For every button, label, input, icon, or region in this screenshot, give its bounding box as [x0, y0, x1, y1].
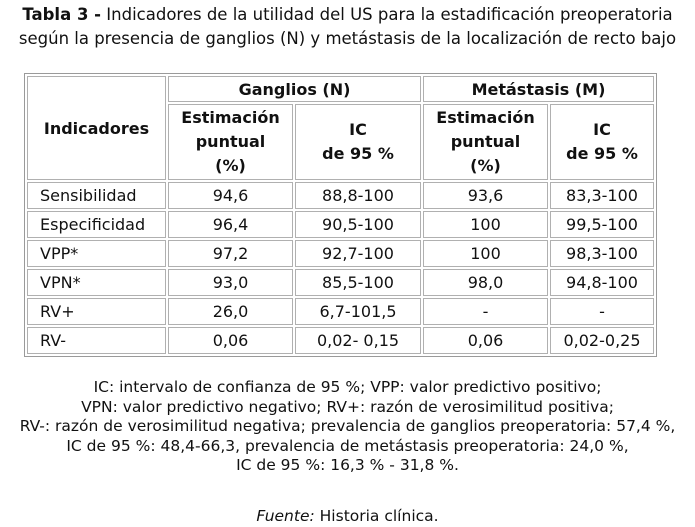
cell-ganglios-ic: 85,5-100 [295, 269, 421, 296]
header-row-groups [27, 76, 654, 102]
table-row [27, 269, 654, 296]
cell-ganglios-ic: 6,7-101,5 [295, 298, 421, 325]
cell-metastasis-ic: 83,3-100 [550, 182, 654, 209]
caption-text-1: Indicadores de la utilidad del US para la estadificación preoperatoria [106, 5, 673, 24]
cell-metastasis-ic: 99,5-100 [550, 211, 654, 238]
indicators-table [24, 73, 657, 357]
table-caption [0, 3, 695, 51]
cell-ganglios-estimacion: 97,2 [168, 240, 293, 267]
note-line: VPN: valor predictivo negativo; RV+: razón de verosimilitud positiva; [81, 397, 614, 416]
cell-ganglios-ic: 0,02- 0,15 [295, 327, 421, 354]
row-label: Especificidad [27, 211, 166, 238]
cell-metastasis-estimacion: 100 [423, 240, 548, 267]
caption-line-1 [0, 3, 695, 27]
cell-metastasis-estimacion: 98,0 [423, 269, 548, 296]
header-metastasis-ic: IC de 95 % [550, 104, 654, 180]
cell-metastasis-ic: - [550, 298, 654, 325]
row-label: VPN* [27, 269, 166, 296]
note-line: RV-: razón de verosimilitud negativa; prevalencia de ganglios preoperatoria: 57,4 %, [19, 417, 676, 436]
caption-line-2: según la presencia de ganglios (N) y metástasis de la localización de recto bajo [18, 29, 677, 48]
row-label: RV- [27, 327, 166, 354]
row-label: Sensibilidad [27, 182, 166, 209]
header-metastasis-estimacion: Estimación puntual (%) [423, 104, 548, 180]
cell-ganglios-ic: 88,8-100 [295, 182, 421, 209]
cell-ganglios-estimacion: 26,0 [168, 298, 293, 325]
note-line: IC de 95 %: 16,3 % - 31,8 %. [236, 456, 459, 475]
source-label: Fuente: [256, 507, 315, 525]
table-row [27, 327, 654, 354]
cell-ganglios-estimacion: 93,0 [168, 269, 293, 296]
header-ganglios-estimacion: Estimación puntual (%) [168, 104, 293, 180]
note-line: IC: intervalo de confianza de 95 %; VPP: valor predictivo positivo; [93, 378, 602, 396]
cell-metastasis-ic: 0,02-0,25 [550, 327, 654, 354]
cell-metastasis-estimacion: 93,6 [423, 182, 548, 209]
header-group-metastasis: Metástasis (M) [423, 76, 654, 102]
table-notes [0, 378, 695, 476]
cell-ganglios-ic: 92,7-100 [295, 240, 421, 267]
cell-ganglios-estimacion: 96,4 [168, 211, 293, 238]
cell-ganglios-estimacion: 0,06 [168, 327, 293, 354]
header-group-ganglios: Ganglios (N) [168, 76, 421, 102]
table-row [27, 211, 654, 238]
cell-ganglios-ic: 90,5-100 [295, 211, 421, 238]
table-source [0, 507, 695, 525]
source-text: Historia clínica. [319, 507, 439, 525]
header-ganglios-ic: IC de 95 % [295, 104, 421, 180]
cell-metastasis-ic: 94,8-100 [550, 269, 654, 296]
header-indicadores: Indicadores [27, 76, 166, 180]
row-label: RV+ [27, 298, 166, 325]
row-label: VPP* [27, 240, 166, 267]
cell-ganglios-estimacion: 94,6 [168, 182, 293, 209]
table-row [27, 240, 654, 267]
note-line: IC de 95 %: 48,4-66,3, prevalencia de metástasis preoperatoria: 24,0 %, [66, 436, 629, 455]
cell-metastasis-estimacion: - [423, 298, 548, 325]
table-row [27, 298, 654, 325]
caption-label: Tabla 3 - [22, 5, 102, 24]
cell-metastasis-ic: 98,3-100 [550, 240, 654, 267]
cell-metastasis-estimacion: 100 [423, 211, 548, 238]
table-row [27, 182, 654, 209]
cell-metastasis-estimacion: 0,06 [423, 327, 548, 354]
